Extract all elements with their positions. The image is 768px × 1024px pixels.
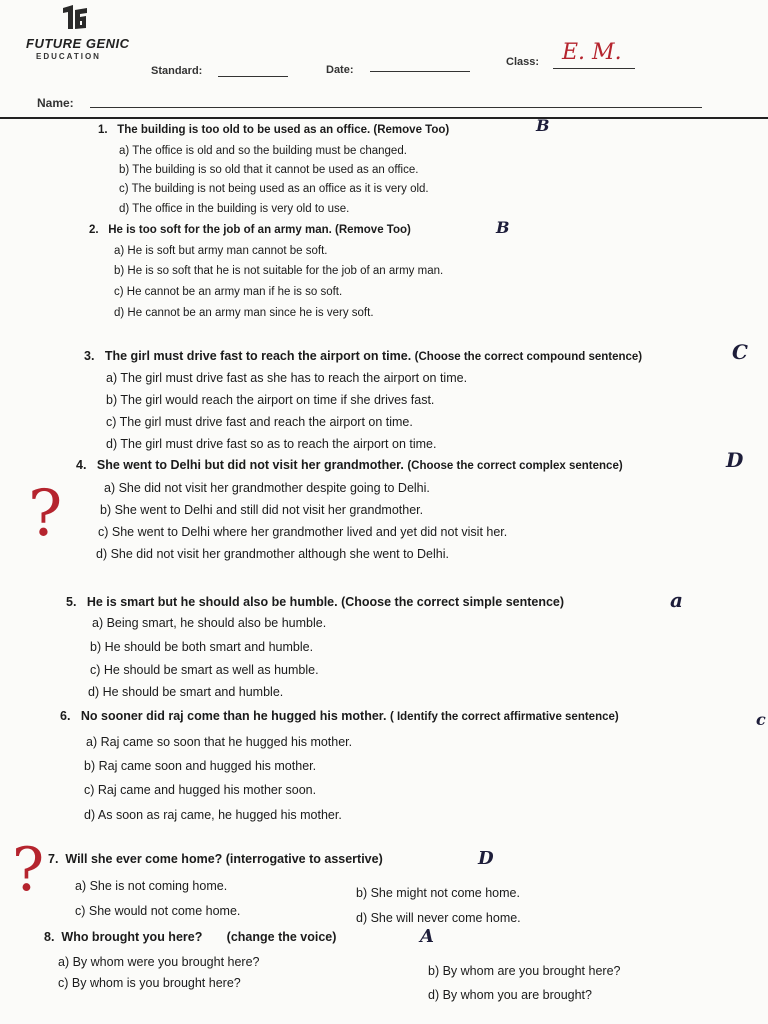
q6-option-b: b) Raj came soon and hugged his mother. — [84, 759, 317, 773]
q2-option-d: d) He cannot be an army man since he is very soft. — [114, 307, 374, 319]
q3-option-a: a) The girl must drive fast as she has to reach the airport on time. — [106, 371, 468, 385]
q4-option-b: b) She went to Delhi and still did not visit her grandmother. — [100, 503, 424, 517]
q7-option-c: c) She would not come home. — [75, 904, 241, 918]
answer-1: B — [536, 116, 550, 135]
class-label: Class: — [506, 56, 540, 68]
q4-option-d: d) She did not visit her grandmother although she went to Delhi. — [96, 547, 449, 561]
q4-option-c: c) She went to Delhi where her grandmother lived and yet did not visit her. — [98, 525, 508, 539]
q7-option-b: b) She might not come home. — [356, 886, 520, 900]
q7-option-a: a) She is not coming home. — [75, 879, 228, 893]
q7-option-d: d) She will never come home. — [356, 911, 521, 925]
q1-option-b: b) The building is so old that it cannot be used as an office. — [119, 164, 419, 176]
q2-option-a: a) He is soft but army man cannot be soft. — [114, 245, 328, 257]
q6-option-d: d) As soon as raj came, he hugged his mother. — [84, 808, 342, 822]
q5-option-d: d) He should be smart and humble. — [88, 685, 284, 699]
standard-blank — [218, 76, 288, 77]
date-blank — [370, 71, 470, 72]
question-4: 4. She went to Delhi but did not visit her grandmother. (Choose the correct complex sentence) — [76, 458, 623, 472]
question-mark-annotation-2: ? — [12, 835, 45, 905]
brand-subtitle: EDUCATION — [36, 52, 101, 61]
name-blank — [90, 107, 702, 108]
date-label: Date: — [326, 64, 354, 76]
question-5: 5. He is smart but he should also be humble. (Choose the correct simple sentence) — [66, 595, 565, 609]
question-2: 2. He is too soft for the job of an army man. (Remove Too) — [89, 224, 411, 236]
answer-6: c — [756, 710, 766, 729]
answer-8: A — [420, 926, 434, 947]
q6-option-c: c) Raj came and hugged his mother soon. — [84, 783, 317, 797]
answer-3: C — [732, 340, 748, 364]
header-divider — [0, 117, 768, 119]
question-3: 3. The girl must drive fast to reach the airport on time. (Choose the correct compound sentence) — [84, 349, 643, 363]
question-7: 7. Will she ever come home? (interrogative to assertive) — [48, 852, 383, 866]
q8-option-b: b) By whom are you brought here? — [428, 964, 621, 978]
question-1: 1. The building is too old to be used as an office. (Remove Too) — [98, 124, 450, 136]
name-label: Name: — [37, 96, 74, 110]
q1-option-c: c) The building is not being used as an office as it is very old. — [119, 183, 429, 195]
standard-label: Standard: — [151, 65, 203, 77]
question-mark-annotation-1: ? — [28, 477, 63, 551]
q2-option-c: c) He cannot be an army man if he is so soft. — [114, 286, 343, 298]
q4-option-a: a) She did not visit her grandmother despite going to Delhi. — [104, 481, 430, 495]
q6-option-a: a) Raj came so soon that he hugged his mother. — [86, 735, 353, 749]
q3-option-c: c) The girl must drive fast and reach the airport on time. — [106, 415, 413, 429]
answer-4: D — [726, 448, 744, 472]
q3-option-d: d) The girl must drive fast so as to reach the airport on time. — [106, 437, 437, 451]
q8-option-a: a) By whom were you brought here? — [58, 955, 260, 969]
brand-logo-icon — [60, 4, 88, 30]
answer-5: a — [670, 588, 683, 612]
q8-option-c: c) By whom is you brought here? — [58, 976, 241, 990]
question-6: 6. No sooner did raj come than he hugged his mother. ( Identify the correct affirmative sentence) — [60, 709, 619, 723]
question-8: 8. Who brought you here? (change the voice) — [44, 930, 337, 944]
q3-option-b: b) The girl would reach the airport on time if she drives fast. — [106, 393, 435, 407]
q1-option-d: d) The office in the building is very old to use. — [119, 203, 350, 215]
q5-option-a: a) Being smart, he should also be humble. — [92, 616, 327, 630]
class-blank — [553, 68, 635, 69]
q5-option-b: b) He should be both smart and humble. — [90, 640, 314, 654]
brand-name: FUTURE GENIC — [26, 36, 130, 51]
answer-7: D — [478, 848, 494, 869]
q2-option-b: b) He is so soft that he is not suitable for the job of an army man. — [114, 265, 444, 277]
q5-option-c: c) He should be smart as well as humble. — [90, 663, 319, 677]
q1-option-a: a) The office is old and so the building must be changed. — [119, 145, 407, 157]
answer-2: B — [496, 218, 510, 237]
q8-option-d: d) By whom you are brought? — [428, 988, 592, 1002]
class-value-handwritten: E. M. — [562, 40, 622, 65]
